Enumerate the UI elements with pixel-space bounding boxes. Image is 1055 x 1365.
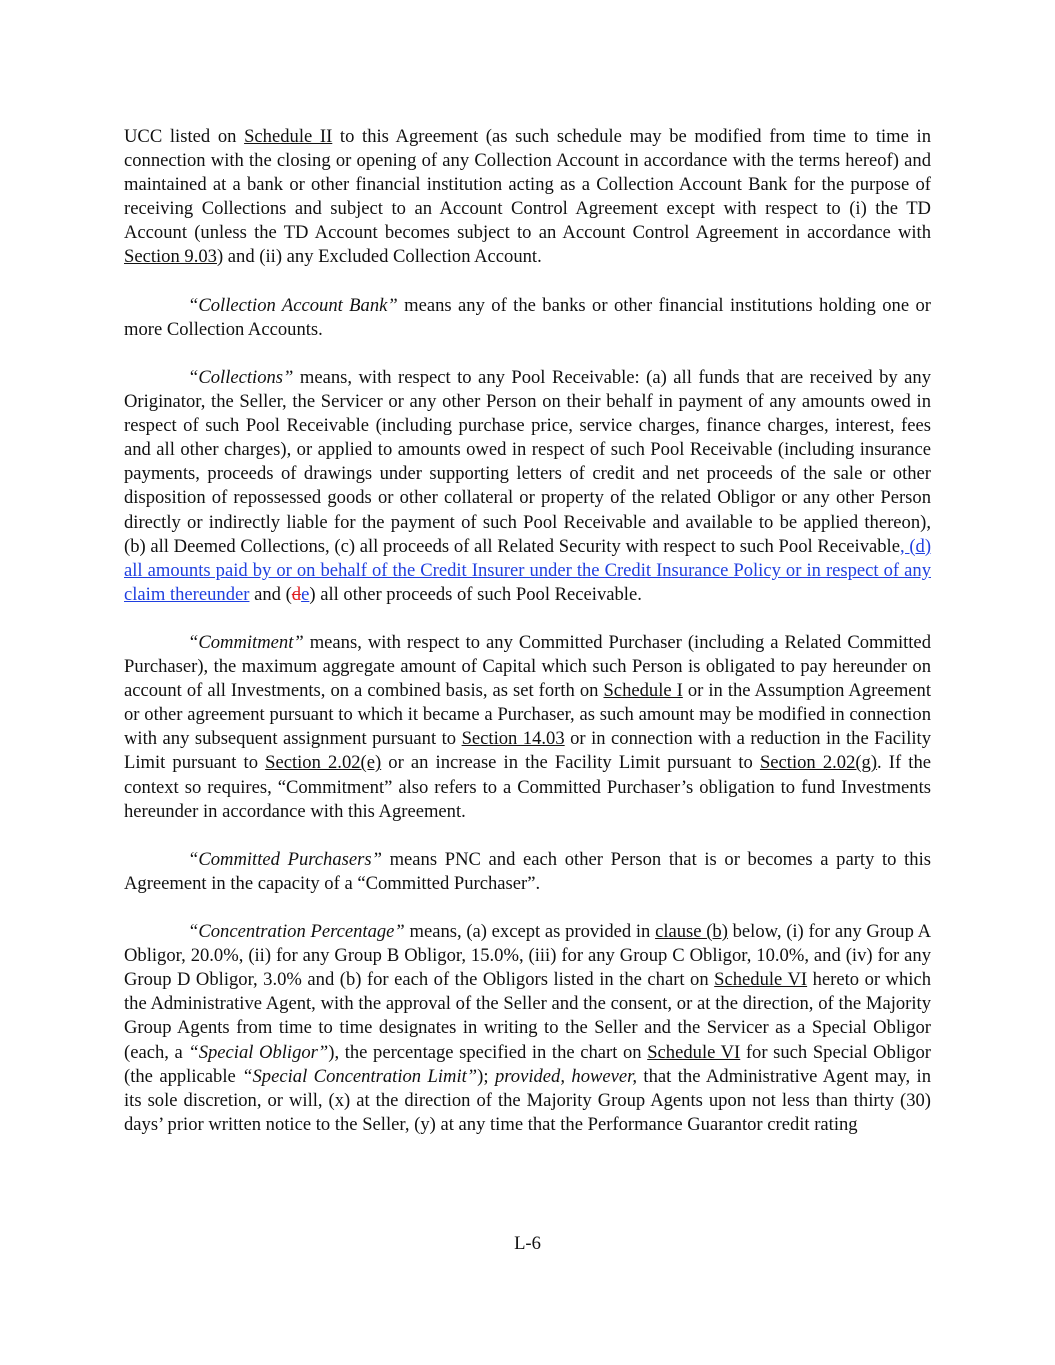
defined-term: “Committed Purchasers” — [188, 848, 382, 870]
schedule-vi-reference: Schedule VI — [647, 1041, 741, 1063]
paragraph-collection-account-continued: UCC listed on Schedule II to this Agreement (as such schedule may be modified from time to time in connection with the closing or opening of any Collection Account in accordance with the terms hereof) and maintained at a bank or other financial institution acting as a Collection Account Bank for the purpose of receiving Collections and subject to an Account Control Agreement except with respect to (i) the TD Account (unless the TD Account becomes subject to an Account Control Agreement in accordance with Section 9.03) and (ii) any Excluded Collection Account. — [124, 126, 931, 268]
inserted-text: e — [301, 583, 310, 605]
defined-term-special-obligor: “Special Obligor” — [188, 1041, 329, 1063]
defined-term: “Collection Account Bank” — [188, 294, 398, 316]
defined-term: “Commitment” — [188, 631, 304, 653]
section-14-03-reference: Section 14.03 — [461, 728, 565, 750]
defined-term: “Collections” — [188, 366, 294, 388]
deleted-text: d — [291, 583, 302, 605]
schedule-i-reference: Schedule I — [603, 680, 683, 702]
definition-committed-purchasers: “Committed Purchasers” means PNC and each other Person that is or becomes a party to this Agreement in the capacity of a “Committed Purchaser”. — [124, 848, 931, 894]
page-number: L-6 — [514, 1233, 541, 1254]
section-2-02g-reference: Section 2.02(g) — [759, 752, 878, 774]
defined-term: “Concentration Percentage” — [188, 921, 405, 943]
definition-commitment: “Commitment” means, with respect to any Committed Purchaser (including a Related Committed Purchaser), the maximum aggregate amount of Capital which such Person is obligated to pay hereunder on account of all Investments, on a combined basis, as set forth on Schedule I or in the Assumption Agreement or other agreement pursuant to which it became a Purchaser, as such amount may be modified in connection with any subsequent assignment pursuant to Section 14.03 or in connection with a reduction in the Facility Limit pursuant to Section 2.02(e) or an increase in the Facility Limit pursuant to Section 2.02(g). If the context so requires, “Commitment” also refers to a Committed Purchaser’s obligation to fund Investments hereunder in accordance with this Agreement. — [124, 631, 932, 822]
proviso-text: provided, however, — [494, 1065, 637, 1087]
section-2-02e-reference: Section 2.02(e) — [265, 752, 382, 774]
definition-concentration-percentage: “Concentration Percentage” means, (a) except as provided in clause (b) below, (i) for any Group A Obligor, 20.0%, (ii) for any Group B Obligor, 15.0%, (iii) for any Group C Obligor, 10.0%, and (iv) for any Group D Obligor, 3.0% and (b) for each of the Obligors listed in the chart on Schedule VI hereto or which the Administrative Agent, with the approval of the Seller and the consent, or at the direction, of the Majority Group Agents from time to time designates in writing to the Seller and the Servicer as a Special Obligor (each, a “Special Obligor”), the percentage specified in the chart on Schedule VI for such Special Obligor (the applicable “Special Concentration Limit”); provided, however, that the Administrative Agent may, in its sole discretion, or will, (x) at the direction of the Majority Group Agents upon not less than thirty (30) days’ prior written notice to the Seller, (y) at any time that the Performance Guarantor credit rating — [124, 921, 932, 1135]
definition-collections: “Collections” means, with respect to any Pool Receivable: (a) all funds that are received by any Originator, the Seller, the Servicer or any other Person on their behalf in payment of any amounts owed in respect of such Pool Receivable (including purchase price, service charges, finance charges, interest, fees and all other charges), or applied to amounts owed in respect of such Pool Receivable (including insurance payments, proceeds of drawings under supporting letters of credit and net proceeds of the sale or other disposition of repossessed goods or other collateral or property of the related Obligor or any other Person directly or indirectly liable for the payment of such Pool Receivable and available to be applied thereon), (b) all Deemed Collections, (c) all proceeds of all Related Security with respect to such Pool Receivable, (d) all amounts paid by or on behalf of the Credit Insurer under the Credit Insurance Policy or in respect of any claim thereunder and (de) all other proceeds of such Pool Receivable. — [124, 366, 932, 605]
schedule-vi-reference: Schedule VI — [714, 969, 808, 991]
clause-b-reference: clause (b) — [655, 921, 728, 943]
document-body — [124, 125, 931, 1161]
schedule-ii-reference: Schedule II — [244, 126, 333, 147]
section-9-03-reference: Section 9.03 — [124, 246, 217, 268]
definition-collection-account-bank: “Collection Account Bank” means any of the banks or other financial institutions holding one or more Collection Accounts. — [124, 294, 931, 340]
inserted-text: , (d) all amounts paid by or on behalf of the Credit Insurer under the Credit Insurance Policy or in respect of any claim thereunder — [124, 535, 932, 605]
defined-term-special-concentration-limit: “Special Concentration Limit” — [242, 1065, 478, 1087]
